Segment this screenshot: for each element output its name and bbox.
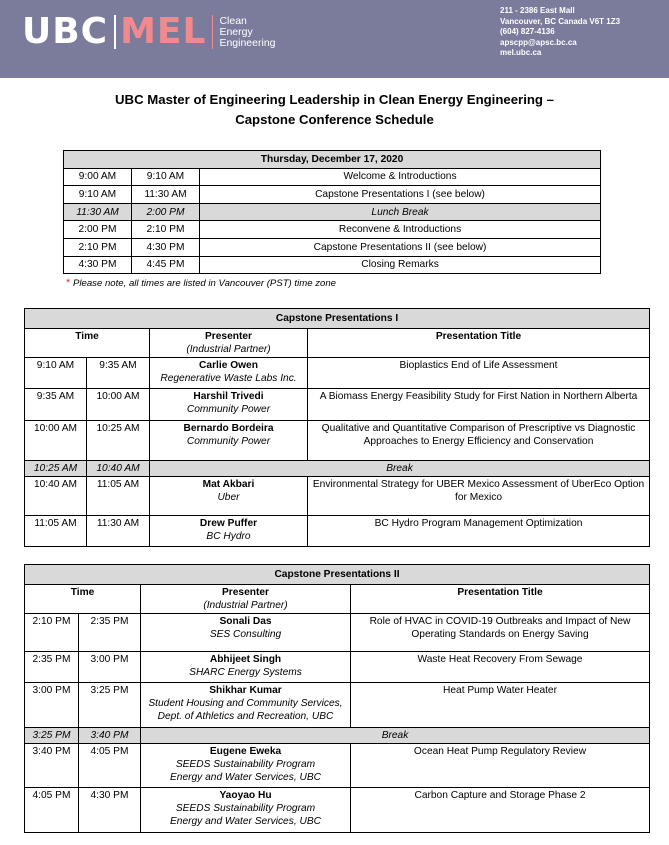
title-column-header: Presentation Title — [351, 585, 650, 614]
overview-date-header: Thursday, December 17, 2020 — [64, 151, 601, 169]
presentation-row — [25, 614, 650, 652]
schedule-row — [64, 221, 601, 239]
time-column-header: Time — [25, 329, 150, 358]
contact-phone: (604) 827-4136 — [500, 27, 555, 37]
break-row — [25, 728, 650, 744]
start-time: 3:25 PM — [25, 728, 79, 744]
presenter-cell — [150, 421, 308, 461]
overview-schedule-table — [63, 150, 601, 274]
industrial-partner: SEEDS Sustainability Program — [175, 803, 316, 814]
presentation-title: Role of HVAC in COVID-19 Outbreaks and Impact of New Operating Standards on Energy Saving — [351, 614, 650, 652]
end-time: 3:25 PM — [79, 683, 141, 728]
presenter-name: Bernardo Bordeira — [183, 423, 274, 434]
start-time: 2:10 PM — [64, 238, 132, 256]
asterisk-icon: * — [66, 277, 71, 289]
contact-address: 211 - 2386 East Mall — [500, 6, 575, 15]
presentation-title: Waste Heat Recovery From Sewage — [351, 652, 650, 683]
session-1-table — [24, 308, 650, 547]
session-1-title: Capstone Presentations I — [25, 309, 650, 329]
presentation-row — [25, 516, 650, 547]
session-2-title: Capstone Presentations II — [25, 565, 650, 585]
presenter-cell — [150, 389, 308, 421]
start-time: 10:25 AM — [25, 461, 87, 477]
start-time: 3:40 PM — [25, 744, 79, 788]
logo-subtitle — [219, 16, 275, 49]
presentation-title: Bioplastics End of Life Assessment — [308, 358, 650, 389]
end-time: 11:30 AM — [132, 186, 200, 204]
event-name: Welcome & Introductions — [200, 168, 601, 186]
end-time: 2:10 PM — [132, 221, 200, 239]
presenter-name: Abhijeet Singh — [209, 654, 282, 665]
presentation-row — [25, 358, 650, 389]
start-time: 9:10 AM — [64, 186, 132, 204]
event-name: Closing Remarks — [200, 256, 601, 274]
partner-header-label: (Industrial Partner) — [203, 600, 288, 611]
presentation-row — [25, 788, 650, 833]
start-time: 2:00 PM — [64, 221, 132, 239]
presentation-title: Environmental Strategy for UBER Mexico Assessment of UberEco Option for Mexico — [308, 477, 650, 516]
start-time: 3:00 PM — [25, 683, 79, 728]
end-time: 4:30 PM — [132, 238, 200, 256]
presentation-row — [25, 744, 650, 788]
logo-divider-accent — [212, 15, 213, 49]
end-time: 10:25 AM — [87, 421, 150, 461]
logo-mel-text: MEL — [120, 11, 207, 52]
letterhead-banner — [0, 0, 669, 78]
break-row — [64, 203, 601, 221]
presenter-header-label: Presenter — [204, 331, 252, 342]
industrial-partner: Student Housing and Community Services, — [148, 698, 343, 709]
industrial-partner: Community Power — [186, 436, 271, 447]
end-time: 3:40 PM — [79, 728, 141, 744]
document-title — [0, 90, 669, 130]
presentation-title: Ocean Heat Pump Regulatory Review — [351, 744, 650, 788]
start-time: 9:35 AM — [25, 389, 87, 421]
start-time: 2:10 PM — [25, 614, 79, 652]
event-name: Lunch Break — [200, 203, 601, 221]
timezone-note-text: Please note, all times are listed in Vancouver (PST) time zone — [72, 278, 337, 289]
start-time: 9:00 AM — [64, 168, 132, 186]
session-2-table — [24, 564, 650, 833]
presenter-cell — [141, 744, 351, 788]
presentation-title: BC Hydro Program Management Optimization — [308, 516, 650, 547]
logo-subtitle-line: Energy — [219, 25, 253, 38]
presenter-cell — [150, 358, 308, 389]
industrial-partner: BC Hydro — [206, 531, 251, 542]
start-time: 10:00 AM — [25, 421, 87, 461]
presenter-name: Yaoyao Hu — [219, 790, 272, 801]
partner-header-label: (Industrial Partner) — [186, 344, 271, 355]
industrial-partner: SEEDS Sustainability Program — [175, 759, 316, 770]
schedule-row — [64, 168, 601, 186]
end-time: 11:30 AM — [87, 516, 150, 547]
start-time: 11:05 AM — [25, 516, 87, 547]
presenter-name: Harshil Trivedi — [193, 391, 264, 402]
presenter-name: Eugene Eweka — [209, 746, 282, 757]
start-time: 10:40 AM — [25, 477, 87, 516]
presenter-name: Mat Akbari — [202, 479, 255, 490]
ubc-mel-logo — [22, 12, 276, 52]
event-name: Capstone Presentations II (see below) — [200, 238, 601, 256]
presenter-name: Drew Puffer — [199, 518, 258, 529]
presenter-cell — [141, 652, 351, 683]
schedule-row — [64, 238, 601, 256]
break-label: Break — [141, 728, 650, 744]
industrial-partner: Energy and Water Services, UBC — [170, 816, 321, 827]
industrial-partner: Community Power — [186, 404, 271, 415]
presentation-row — [25, 652, 650, 683]
logo-subtitle-line: Engineering — [219, 36, 276, 49]
event-name: Capstone Presentations I (see below) — [200, 186, 601, 204]
start-time: 4:05 PM — [25, 788, 79, 833]
break-row — [25, 461, 650, 477]
presenter-cell — [141, 788, 351, 833]
presenter-name: Carlie Owen — [199, 360, 258, 371]
presenter-column-header — [141, 585, 351, 614]
end-time: 4:30 PM — [79, 788, 141, 833]
presenter-name: Sonali Das — [219, 616, 272, 627]
presenter-cell — [141, 683, 351, 728]
presenter-column-header — [150, 329, 308, 358]
presentation-title: Qualitative and Quantitative Comparison of Prescriptive vs Diagnostic Approaches to Energy Efficiency and Conservation — [308, 421, 650, 461]
time-column-header: Time — [25, 585, 141, 614]
contact-block — [500, 6, 620, 59]
end-time: 2:00 PM — [132, 203, 200, 221]
title-column-header: Presentation Title — [308, 329, 650, 358]
end-time: 9:35 AM — [87, 358, 150, 389]
event-name: Reconvene & Introductions — [200, 221, 601, 239]
industrial-partner: Uber — [217, 492, 240, 503]
end-time: 3:00 PM — [79, 652, 141, 683]
end-time: 11:05 AM — [87, 477, 150, 516]
start-time: 11:30 AM — [64, 203, 132, 221]
schedule-row — [64, 186, 601, 204]
industrial-partner: SHARC Energy Systems — [189, 667, 302, 678]
industrial-partner: SES Consulting — [209, 629, 282, 640]
presentation-row — [25, 477, 650, 516]
industrial-partner: Regenerative Waste Labs Inc. — [160, 373, 297, 384]
logo-divider — [114, 15, 116, 49]
end-time: 10:00 AM — [87, 389, 150, 421]
presenter-cell — [141, 614, 351, 652]
contact-city: Vancouver, BC Canada V6T 1Z3 — [500, 16, 621, 26]
start-time: 9:10 AM — [25, 358, 87, 389]
title-line-1: UBC Master of Engineering Leadership in Clean Energy Engineering – — [115, 92, 554, 107]
schedule-row — [64, 256, 601, 274]
presenter-cell — [150, 516, 308, 547]
end-time: 4:05 PM — [79, 744, 141, 788]
presentation-title: Heat Pump Water Heater — [351, 683, 650, 728]
title-line-2: Capstone Conference Schedule — [235, 112, 434, 127]
presenter-cell — [150, 477, 308, 516]
start-time: 2:35 PM — [25, 652, 79, 683]
presentation-title: Carbon Capture and Storage Phase 2 — [351, 788, 650, 833]
presenter-header-label: Presenter — [221, 587, 269, 598]
contact-email[interactable]: apscpp@apsc.bc.ca — [500, 37, 577, 47]
presentation-row — [25, 421, 650, 461]
presenter-name: Shikhar Kumar — [209, 685, 282, 696]
industrial-partner: Energy and Water Services, UBC — [170, 772, 321, 783]
end-time: 10:40 AM — [87, 461, 150, 477]
logo-subtitle-line: Clean — [219, 14, 247, 27]
start-time: 4:30 PM — [64, 256, 132, 274]
break-label: Break — [150, 461, 650, 477]
logo-ubc-text: UBC — [22, 11, 109, 52]
presentation-row — [25, 683, 650, 728]
end-time: 4:45 PM — [132, 256, 200, 274]
end-time: 2:35 PM — [79, 614, 141, 652]
timezone-note — [66, 277, 336, 289]
industrial-partner: Dept. of Athletics and Recreation, UBC — [157, 711, 334, 722]
end-time: 9:10 AM — [132, 168, 200, 186]
presentation-title: A Biomass Energy Feasibility Study for First Nation in Northern Alberta — [308, 389, 650, 421]
presentation-row — [25, 389, 650, 421]
contact-website[interactable]: mel.ubc.ca — [500, 48, 542, 58]
